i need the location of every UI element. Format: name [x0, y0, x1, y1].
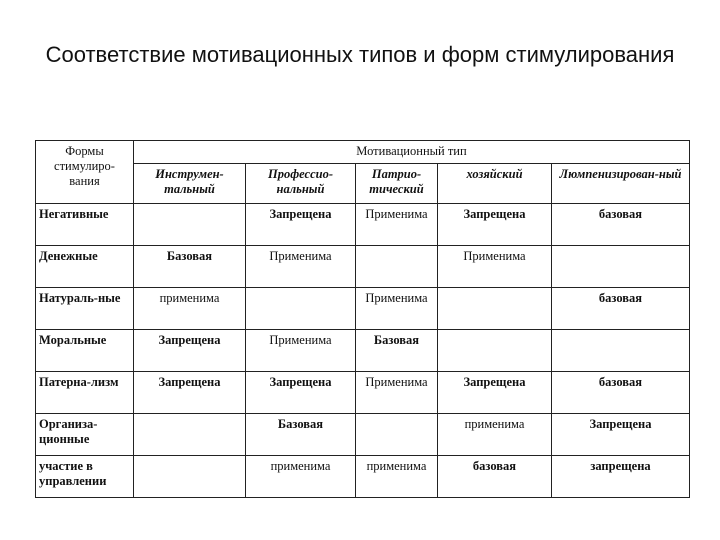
table-cell: Запрещена	[134, 330, 246, 372]
table-cell: Применима	[356, 204, 438, 246]
table-cell: применима	[246, 456, 356, 498]
column-header: хозяйский	[438, 164, 552, 204]
row-header: Организа-ционные	[36, 414, 134, 456]
row-header: Натураль-ные	[36, 288, 134, 330]
row-header: Негативные	[36, 204, 134, 246]
column-header: Инструмен-тальный	[134, 164, 246, 204]
table-cell	[134, 456, 246, 498]
table-cell: Запрещена	[552, 414, 690, 456]
slide-title: Соответствие мотивационных типов и форм стимулирования	[45, 42, 675, 67]
table-cell: Запрещена	[134, 372, 246, 414]
table-cell: Применима	[438, 246, 552, 288]
table-cell: Базовая	[134, 246, 246, 288]
table-cell: Применима	[246, 246, 356, 288]
table-cell	[356, 414, 438, 456]
table-cell: Запрещена	[246, 372, 356, 414]
table-cell	[552, 330, 690, 372]
table-row	[36, 414, 690, 456]
table-cell	[134, 204, 246, 246]
column-header: Патрио-тический	[356, 164, 438, 204]
table-cell: применима	[438, 414, 552, 456]
table-cell: базовая	[552, 288, 690, 330]
table-cell	[438, 330, 552, 372]
table-cell: базовая	[438, 456, 552, 498]
table-cell	[134, 414, 246, 456]
table-cell: базовая	[552, 204, 690, 246]
motivation-table	[35, 140, 690, 498]
table-cell: Базовая	[356, 330, 438, 372]
table-cell: применима	[134, 288, 246, 330]
table-cell: Запрещена	[438, 204, 552, 246]
table-cell	[246, 288, 356, 330]
table-cell: Применима	[356, 372, 438, 414]
table-cell: Применима	[246, 330, 356, 372]
table-row	[36, 288, 690, 330]
table-cell	[356, 246, 438, 288]
group-header: Мотивационный тип	[134, 141, 690, 164]
column-header: Люмпенизирован-ный	[552, 164, 690, 204]
table-cell	[552, 246, 690, 288]
table-cell: базовая	[552, 372, 690, 414]
table-cell	[438, 288, 552, 330]
table-cell: Применима	[356, 288, 438, 330]
row-header: Моральные	[36, 330, 134, 372]
table-cell: применима	[356, 456, 438, 498]
row-header: Денежные	[36, 246, 134, 288]
table-row	[36, 204, 690, 246]
table-row	[36, 330, 690, 372]
table-cell: запрещена	[552, 456, 690, 498]
table-row	[36, 456, 690, 498]
table-row	[36, 372, 690, 414]
column-header: Профессио-нальный	[246, 164, 356, 204]
row-header: Патерна-лизм	[36, 372, 134, 414]
table-cell: Запрещена	[246, 204, 356, 246]
row-header: участие в управлении	[36, 456, 134, 498]
table-cell: Запрещена	[438, 372, 552, 414]
table-cell: Базовая	[246, 414, 356, 456]
table-row	[36, 246, 690, 288]
corner-header: Формы стимулиро-вания	[36, 141, 134, 204]
